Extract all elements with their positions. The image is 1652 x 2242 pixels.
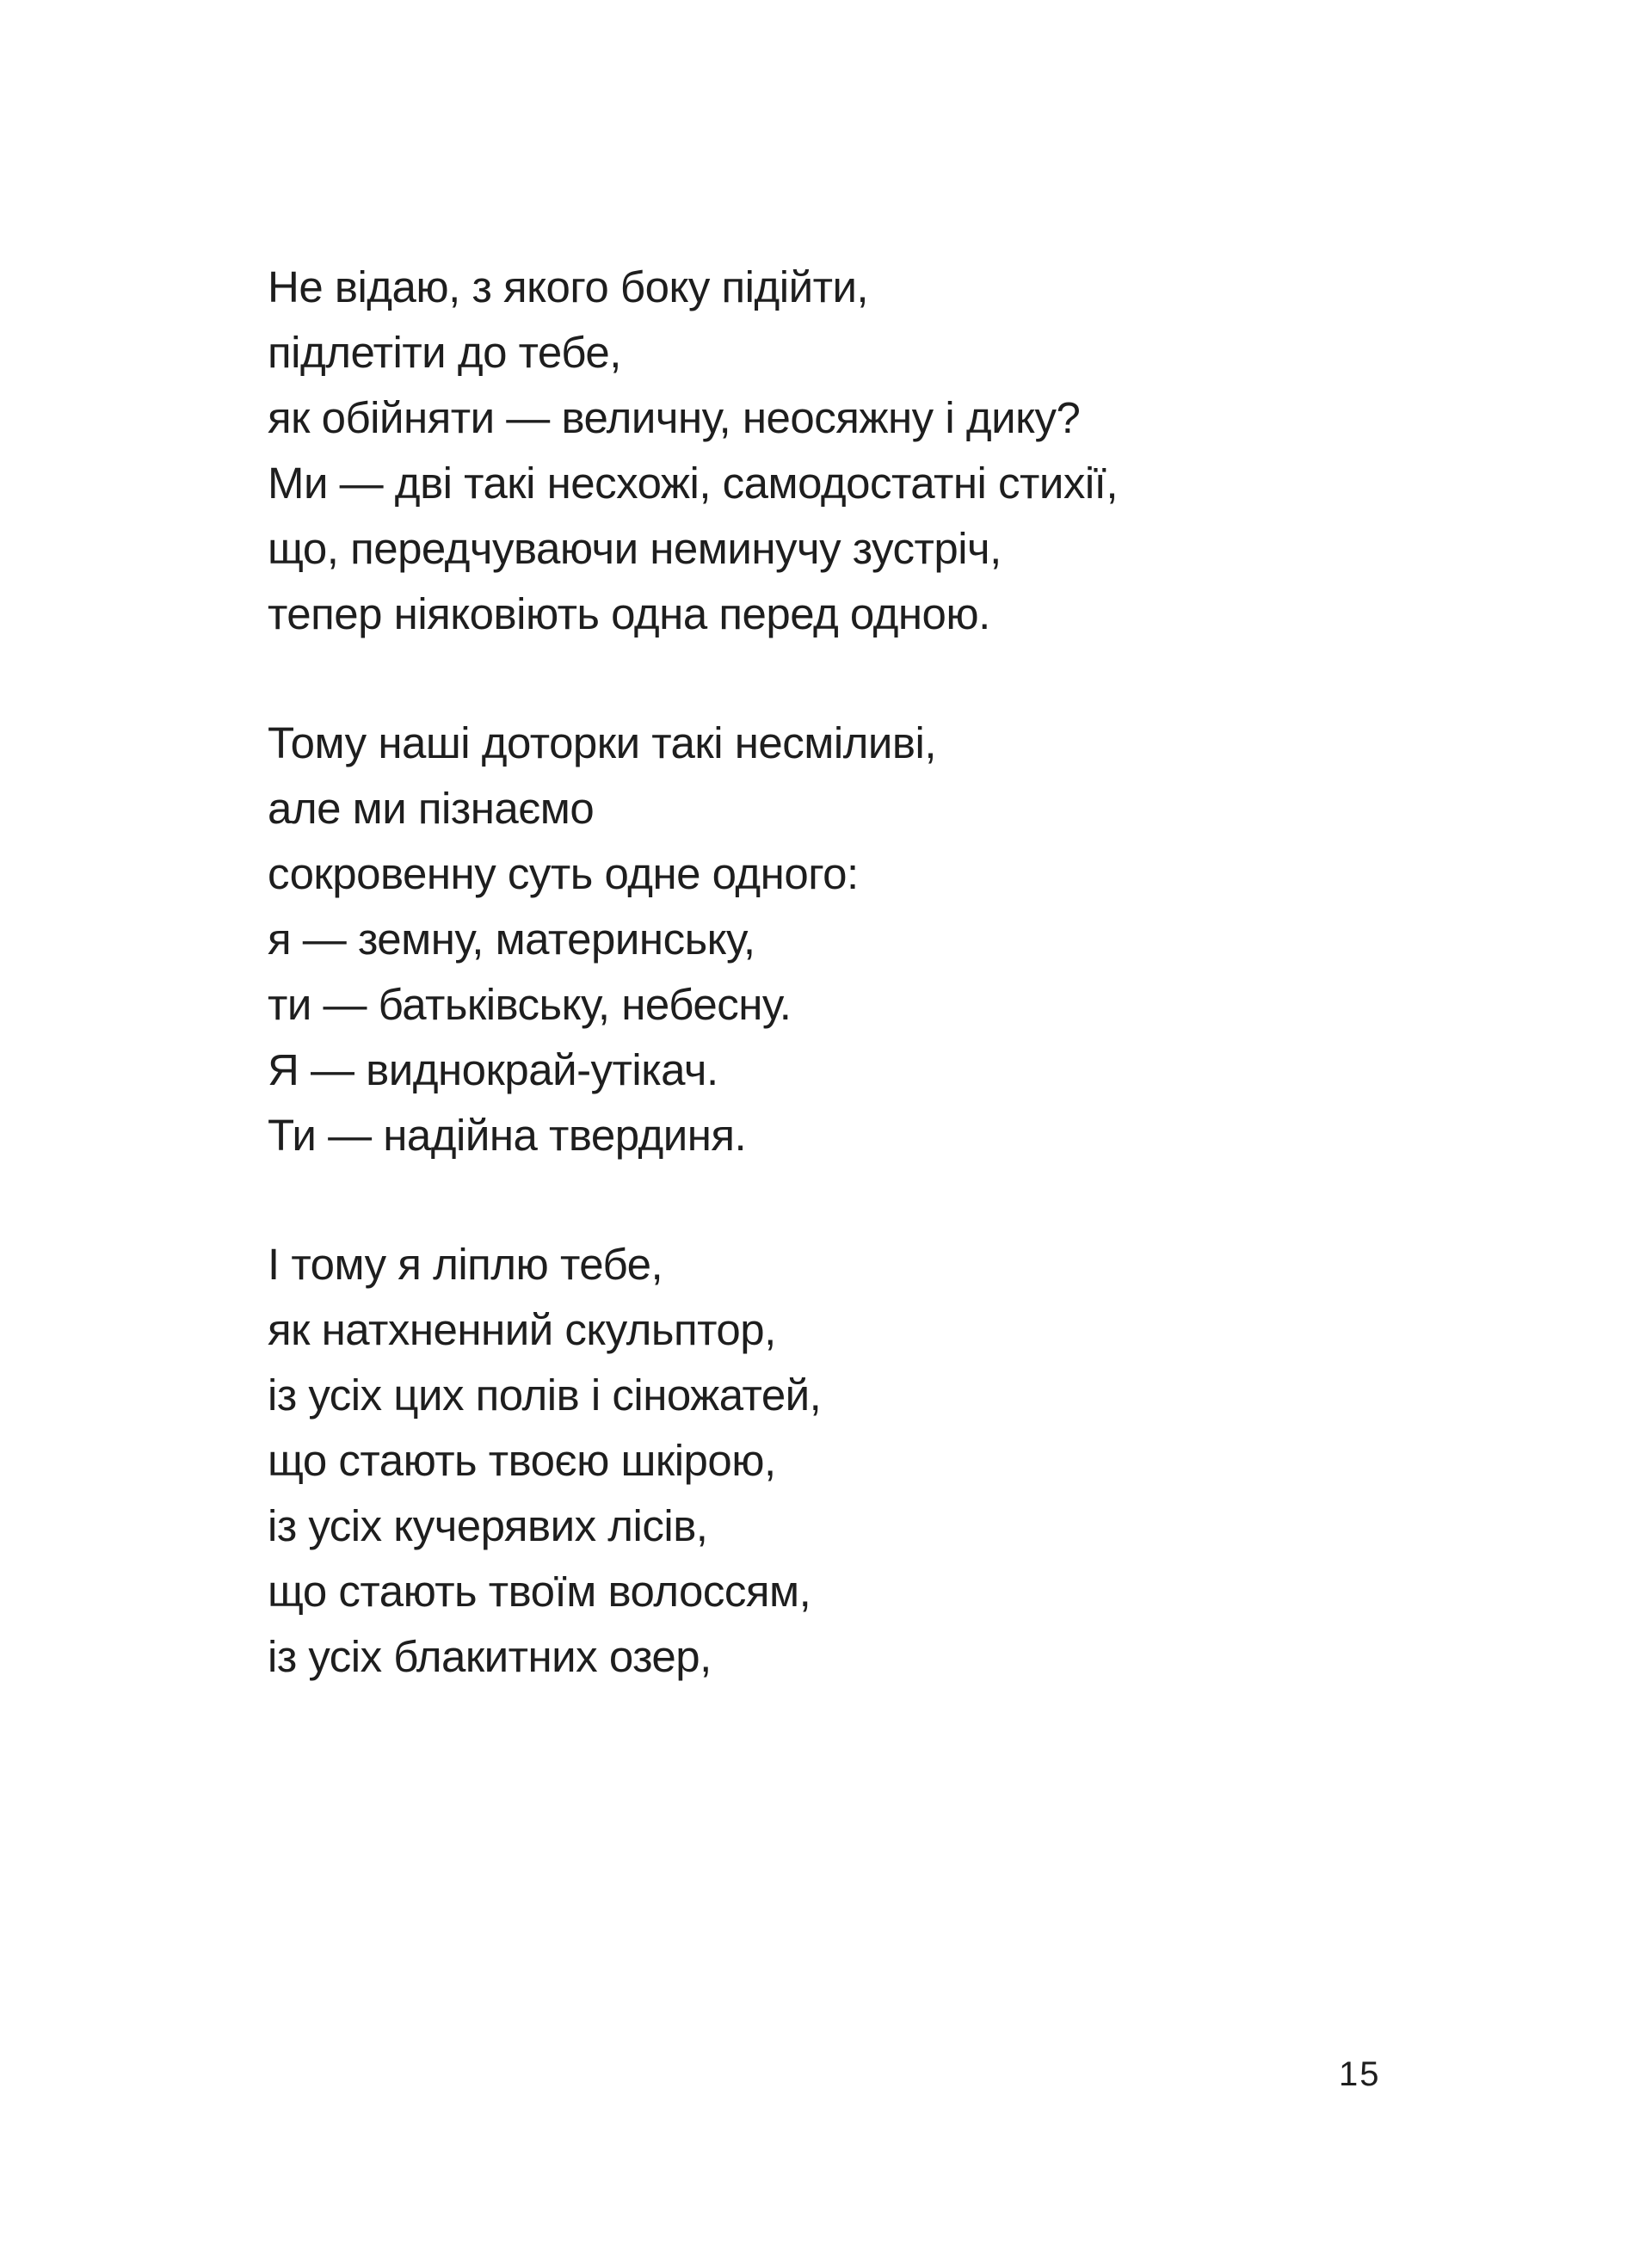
poem-line: Я — виднокрай-утікач.	[268, 1045, 718, 1094]
poem-line: із усіх блакитних озер,	[268, 1632, 712, 1681]
poem-line: Тому наші доторки такі несміливі,	[268, 718, 936, 767]
poem-line: як натхненний скульптор,	[268, 1305, 776, 1354]
poem-line: Ми — дві такі несхожі, самодостатні стихії,	[268, 459, 1119, 508]
poem-line: ти — батьківську, небесну.	[268, 980, 792, 1029]
poem-line: із усіх цих полів і сіножатей,	[268, 1370, 822, 1420]
poem-line: що стають твоїм волоссям,	[268, 1567, 811, 1616]
poem-line: підлетіти до тебе,	[268, 328, 621, 377]
poem-line: як обійняти — величну, неосяжну і дику?	[268, 393, 1081, 442]
poem-line: я — земну, материнську,	[268, 915, 755, 964]
poem-line: що стають твоєю шкірою,	[268, 1436, 776, 1485]
stanza-3	[268, 1232, 1472, 1690]
poem-line: із усіх кучерявих лісів,	[268, 1501, 708, 1550]
poem-line: Не відаю, з якого боку підійти,	[268, 262, 869, 311]
poem-line: але ми пізнаємо	[268, 784, 595, 833]
poem-line: що, передчуваючи неминучу зустріч,	[268, 524, 1002, 573]
poem-text	[268, 255, 1472, 1753]
poem-line: сокровенну суть одне одного:	[268, 849, 859, 898]
page-number: 15	[1339, 2055, 1381, 2093]
poem-line: тепер ніяковіють одна перед одною.	[268, 589, 990, 638]
poem-line: Ти — надійна твердиня.	[268, 1111, 747, 1160]
stanza-1	[268, 255, 1472, 647]
stanza-2	[268, 711, 1472, 1168]
poem-line: І тому я ліплю тебе,	[268, 1240, 663, 1289]
